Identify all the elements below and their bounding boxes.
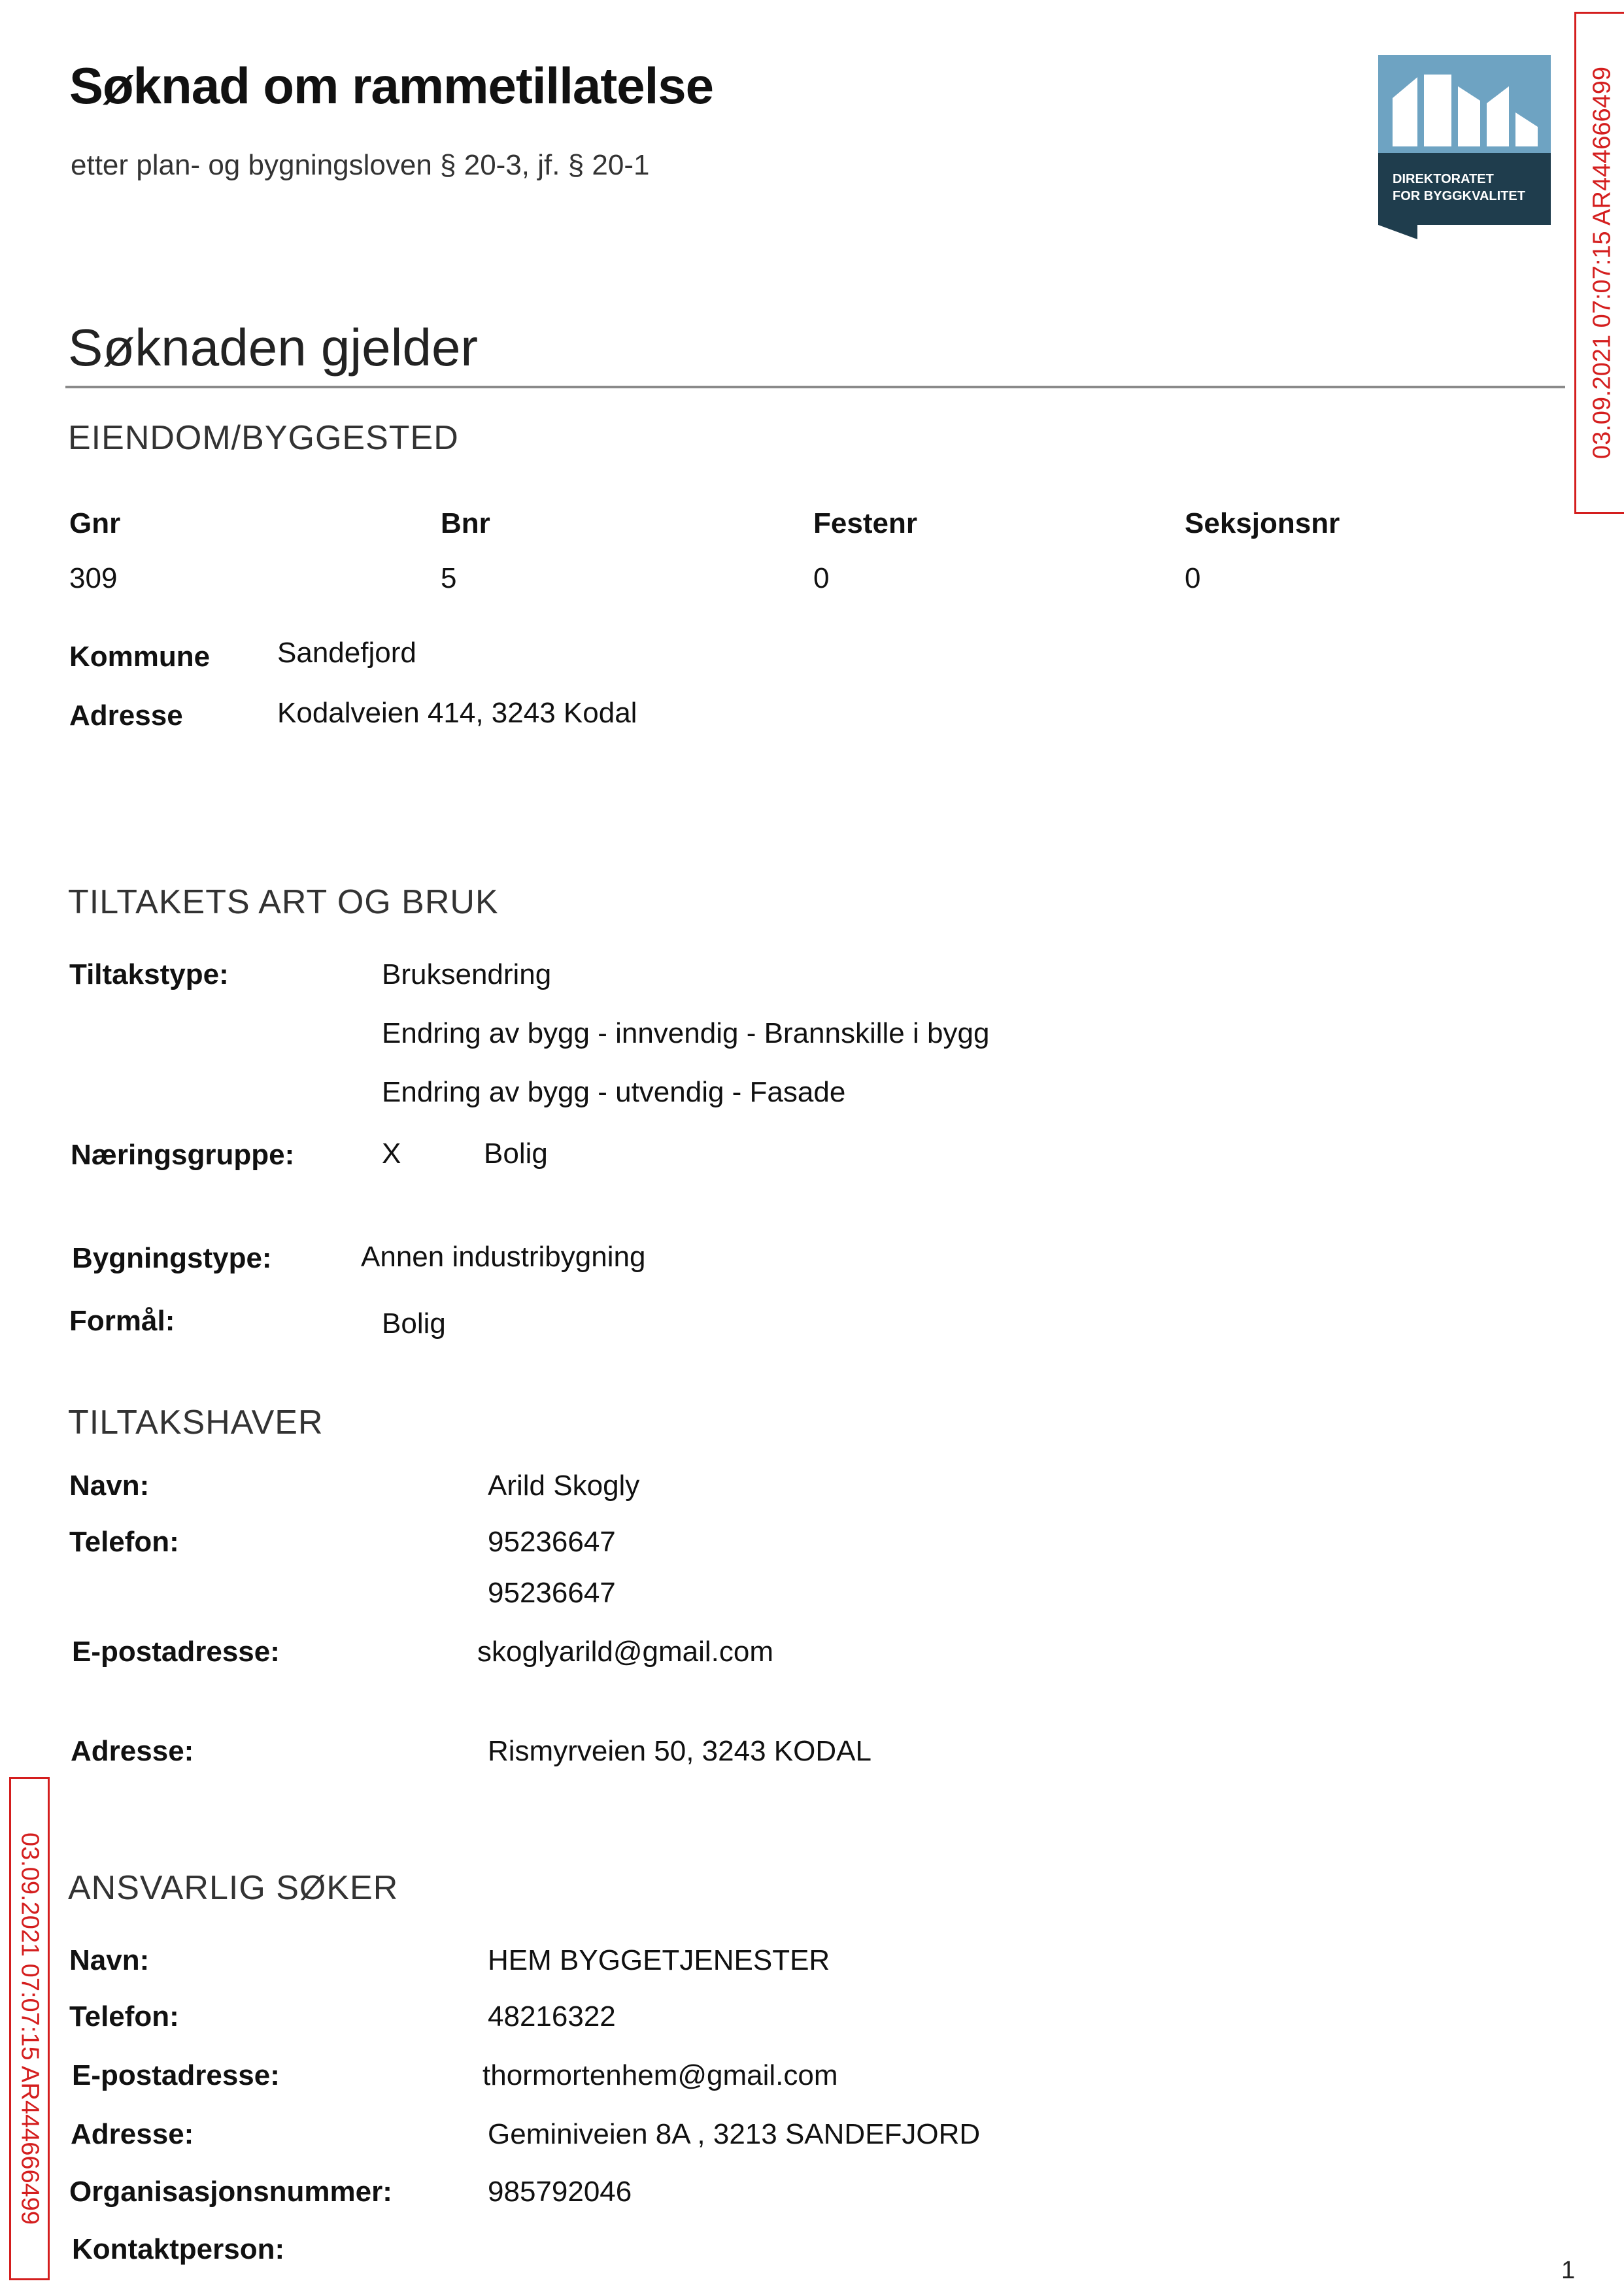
- kommune-label: Kommune: [69, 641, 211, 673]
- section-title: Søknaden gjelder: [68, 318, 479, 377]
- soker-orgnr-value: 985792046: [488, 2176, 632, 2208]
- logo-text-line2: FOR BYGGKVALITET: [1393, 189, 1525, 203]
- festenr-value: 0: [813, 562, 830, 594]
- adresse-label: Adresse: [69, 700, 183, 732]
- tiltakshaver-telefon-value-2: 95236647: [488, 1577, 616, 1609]
- seksjonsnr-label: Seksjonsnr: [1185, 507, 1340, 539]
- soker-telefon-label: Telefon:: [69, 2000, 179, 2033]
- tiltakstype-value-1: Bruksendring: [382, 958, 552, 990]
- archive-stamp-text: 03.09.2021 07:07:15 AR444666499: [16, 1832, 44, 2225]
- soker-orgnr-label: Organisasjonsnummer:: [69, 2176, 392, 2208]
- section-divider: [65, 386, 1565, 388]
- soker-adresse-value: Geminiveien 8A , 3213 SANDEFJORD: [488, 2118, 981, 2150]
- adresse-value: Kodalveien 414, 3243 Kodal: [277, 697, 637, 729]
- dibk-logo: [1378, 55, 1551, 239]
- tiltakshaver-heading: TILTAKSHAVER: [68, 1404, 324, 1442]
- tiltakshaver-telefon-value-1: 95236647: [488, 1526, 616, 1558]
- gnr-value: 309: [69, 562, 118, 594]
- bygningstype-label: Bygningstype:: [72, 1242, 272, 1274]
- tiltak-heading: TILTAKETS ART OG BRUK: [68, 883, 499, 921]
- bnr-value: 5: [441, 562, 457, 594]
- formal-value: Bolig: [382, 1307, 446, 1340]
- document-subtitle: etter plan- og bygningsloven § 20-3, jf. § 20-1: [71, 149, 650, 181]
- bygningstype-value: Annen industribygning: [361, 1241, 646, 1273]
- kommune-value: Sandefjord: [277, 637, 416, 669]
- bnr-label: Bnr: [441, 507, 490, 539]
- naeringsgruppe-code: X: [382, 1138, 401, 1170]
- tiltakshaver-navn-value: Arild Skogly: [488, 1470, 640, 1502]
- soker-epost-label: E-postadresse:: [72, 2059, 280, 2091]
- tiltakshaver-adresse-label: Adresse:: [71, 1735, 194, 1767]
- soker-epost-value: thormortenhem@gmail.com: [482, 2059, 838, 2091]
- tiltakstype-value-3: Endring av bygg - utvendig - Fasade: [382, 1076, 846, 1108]
- tiltakshaver-telefon-label: Telefon:: [69, 1526, 179, 1558]
- tiltakshaver-navn-label: Navn:: [69, 1470, 150, 1502]
- eiendom-heading: EIENDOM/BYGGESTED: [68, 419, 459, 457]
- seksjonsnr-value: 0: [1185, 562, 1201, 594]
- tiltakshaver-epost-label: E-postadresse:: [72, 1636, 280, 1668]
- tiltakstype-value-2: Endring av bygg - innvendig - Brannskille i bygg: [382, 1017, 990, 1049]
- tiltakshaver-epost-value: skoglyarild@gmail.com: [477, 1636, 774, 1668]
- naeringsgruppe-label: Næringsgruppe:: [71, 1139, 295, 1171]
- document-title: Søknad om rammetillatelse: [69, 57, 714, 114]
- naeringsgruppe-value: Bolig: [484, 1138, 548, 1170]
- soker-navn-value: HEM BYGGETJENESTER: [488, 1944, 830, 1976]
- ansvarlig-soker-heading: ANSVARLIG SØKER: [68, 1869, 399, 1907]
- soker-telefon-value: 48216322: [488, 2000, 616, 2033]
- logo-text-line1: DIREKTORATET: [1393, 172, 1494, 186]
- soker-navn-label: Navn:: [69, 1944, 150, 1976]
- soker-kontaktperson-label: Kontaktperson:: [72, 2233, 285, 2265]
- gnr-label: Gnr: [69, 507, 121, 539]
- archive-stamp-left: [9, 1777, 50, 2280]
- tiltakstype-label: Tiltakstype:: [69, 958, 229, 990]
- soker-adresse-label: Adresse:: [71, 2118, 194, 2150]
- page-number: 1: [1561, 2257, 1576, 2284]
- archive-stamp-text: 03.09.2021 07:07:15 AR444666499: [1588, 66, 1616, 460]
- tiltakshaver-adresse-value: Rismyrveien 50, 3243 KODAL: [488, 1735, 871, 1767]
- formal-label: Formål:: [69, 1305, 175, 1337]
- archive-stamp-right: [1574, 12, 1624, 514]
- festenr-label: Festenr: [813, 507, 917, 539]
